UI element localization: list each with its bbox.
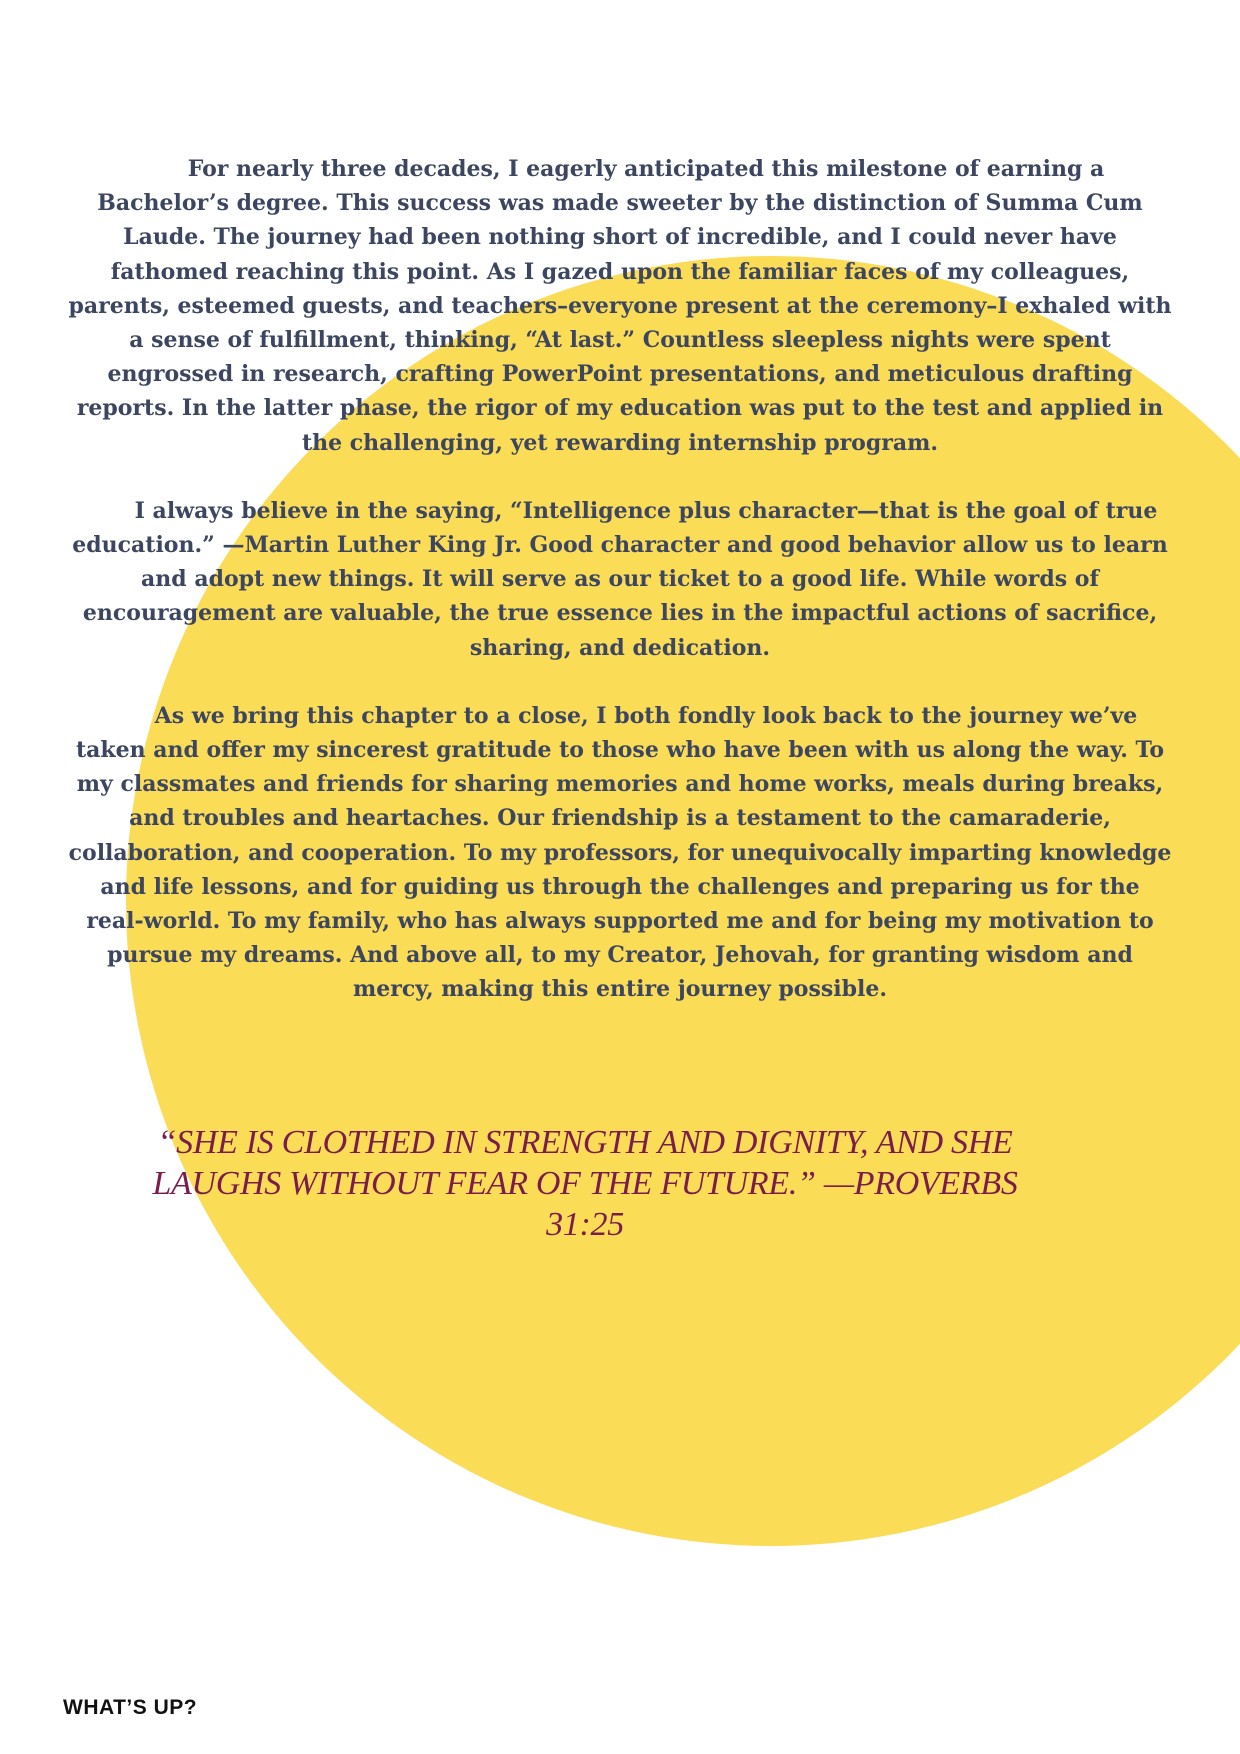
footer-section-title: WHAT’S UP? bbox=[63, 1696, 198, 1719]
paragraph-graduation: For nearly three decades, I eagerly anticipated this milestone of earning a Bachelor’s degree. This success was made sweeter by the distinction of Summa Cum Laude. The journey had been nothing short of incredible, and I could never have fathomed reaching this point. As I gazed upon the familiar faces of my colleagues, parents, esteemed guests, and teachers–everyone present at the ceremony–I exhaled with a sense of fulfillment, thinking, “At last.” Countless sleepless nights were spent engrossed in research, crafting PowerPoint presentations, and meticulous drafting reports. In the latter phase, the rigor of my education was put to the test and applied in the challenging, yet rewarding internship program. bbox=[68, 156, 1172, 456]
bible-quote: “SHE IS CLOTHED IN STRENGTH AND DIGNITY, AND SHE LAUGHS WITHOUT FEAR OF THE FUTURE.” —PROVERBS 31:25 bbox=[152, 1124, 1018, 1243]
paragraph-gratitude: As we bring this chapter to a close, I both fondly look back to the journey we’ve taken and offer my sincerest gratitude to those who have been with us along the way. To my classmates and friends for sharing memories and home works, meals during breaks, and troubles and heartaches. Our friendship is a testament to the camaraderie, collaboration, and cooperation. To my professors, for unequivocally imparting knowledge and life lessons, and for guiding us through the challenges and preparing us for the real-world. To my family, who has always supported me and for being my motivation to pursue my dreams. And above all, to my Creator, Jehovah, for granting wisdom and mercy, making this entire journey possible. bbox=[68, 702, 1172, 1003]
paragraph-character: I always believe in the saying, “Intelligence plus character—that is the goal of true education.” —Martin Luther King Jr. Good character and good behavior allow us to learn and adopt new things. It will serve as our ticket to a good life. While words of encouragement are valuable, the true essence lies in the impactful actions of sacrifice, sharing, and dedication. bbox=[72, 497, 1168, 661]
article-body bbox=[68, 152, 1172, 1041]
